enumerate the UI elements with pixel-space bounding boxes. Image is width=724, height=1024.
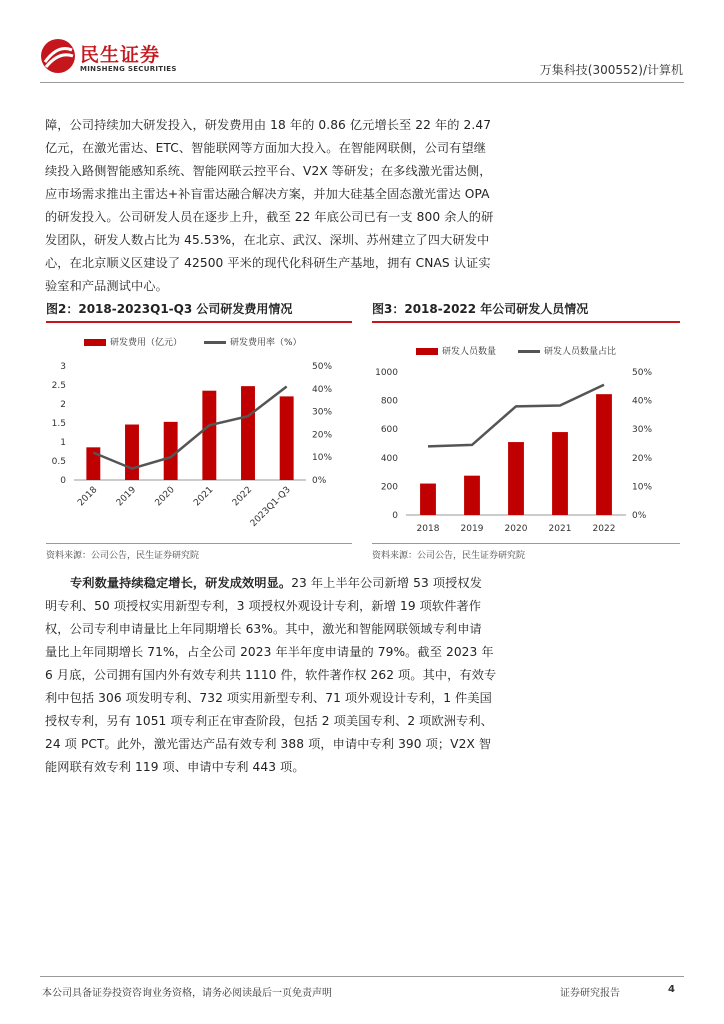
- right-axis-tick-label: 20%: [312, 430, 333, 441]
- left-axis-tick-label: 3: [60, 362, 66, 372]
- figure3-chart: [370, 325, 680, 540]
- x-tick-label-2020: 2020: [153, 485, 177, 509]
- right-axis-tick-label: 40%: [312, 384, 333, 395]
- bar-2019: [125, 425, 139, 480]
- x-tick-label-2018: 2018: [416, 524, 440, 534]
- figure2-chart: [44, 325, 354, 540]
- logo-mark-icon: [40, 38, 76, 74]
- company-ticker-sector: 万集科技(300552)/计算机: [539, 63, 683, 77]
- legend-line-label: 研发费用率（%）: [230, 338, 302, 348]
- right-axis-tick-label: 0%: [632, 511, 647, 521]
- x-tick-label-2022: 2022: [592, 524, 616, 534]
- left-axis-tick-label: 1.5: [51, 419, 66, 429]
- left-axis-tick-label: 1000: [375, 368, 398, 378]
- paragraph-line: 量比上年同期增长 71%，占全公司 2023 年半年度申请量的 79%。截至 2023 年: [45, 645, 494, 659]
- figure2-bottom-rule: [46, 543, 352, 544]
- footer-report-type: 证券研究报告: [560, 988, 620, 999]
- paragraph-first-line-rest: 23 年上半年公司新增 53 项授权发: [291, 576, 482, 590]
- right-axis-tick-label: 50%: [632, 368, 653, 378]
- left-axis-tick-label: 400: [380, 453, 398, 464]
- right-axis-tick-label: 30%: [312, 407, 333, 418]
- bar-2019: [464, 476, 480, 515]
- bar-2018: [420, 484, 436, 515]
- paragraph-line: 障，公司持续加大研发投入，研发费用由 18 年的 0.86 亿元增长至 22 年的 2.47: [45, 118, 492, 132]
- x-tick-label-2021: 2021: [192, 485, 216, 509]
- company-logo: [40, 38, 190, 78]
- page-header: [0, 0, 724, 82]
- left-axis-tick-label: 600: [380, 425, 398, 436]
- paragraph-lead: 专利数量持续稳定增长，研发成效明显。: [70, 576, 292, 590]
- bar-2018: [86, 447, 100, 480]
- right-axis-tick-label: 30%: [632, 425, 653, 436]
- paragraph-line: [45, 572, 680, 595]
- paragraph-line: 应市场需求推出主雷达+补盲雷达融合解决方案，并加大硅基全固态激光雷达 OPA: [45, 187, 490, 201]
- right-axis-tick-label: 10%: [312, 453, 333, 464]
- page-number: 4: [668, 984, 675, 995]
- figure2-source: 资料来源：公司公告，民生证券研究院: [46, 551, 200, 561]
- right-axis-tick-label: 20%: [632, 453, 653, 464]
- x-tick-label-2019: 2019: [460, 524, 484, 534]
- x-tick-label-2018: 2018: [76, 485, 100, 509]
- left-axis-tick-label: 1: [60, 438, 66, 448]
- figure3-bottom-rule: [372, 543, 680, 544]
- figure2-title-rule: [46, 321, 352, 323]
- right-axis-tick-label: 40%: [632, 396, 653, 407]
- figure3-title: 图3：2018-2022 年公司研发人员情况: [372, 302, 589, 316]
- paragraph-line: 续投入路侧智能感知系统、智能网联云控平台、V2X 等研发；在多线激光雷达侧，: [45, 164, 492, 178]
- logo-chinese-name: 民生证券: [80, 44, 161, 66]
- logo-english-name: MINSHENG SECURITIES: [80, 65, 177, 73]
- left-axis-tick-label: 0: [60, 476, 66, 486]
- bar-2021: [202, 391, 216, 480]
- paragraph-line: 验室和产品测试中心。: [45, 279, 168, 293]
- right-axis-tick-label: 10%: [632, 482, 653, 493]
- body-paragraph-rd-investment: [45, 114, 680, 298]
- left-axis-tick-label: 0.5: [51, 457, 66, 467]
- paragraph-line: 发团队，研发人数占比为 45.53%，在北京、武汉、深圳、苏州建立了四大研发中: [45, 233, 490, 247]
- body-paragraph-patents: [45, 572, 680, 779]
- bar-2022: [596, 394, 612, 515]
- paragraph-line: 6 月底，公司拥有国内外有效专利共 1110 件，软件著作权 262 项。其中，有效专: [45, 668, 497, 682]
- x-tick-label-2022: 2022: [230, 485, 255, 509]
- paragraph-line: 24 项 PCT。此外，激光雷达产品有效专利 388 项，申请中专利 390 项；V2X 智: [45, 737, 492, 751]
- bar-2020: [164, 422, 178, 480]
- left-axis-tick-label: 2: [60, 400, 66, 410]
- bar-2023Q1-Q3: [280, 396, 294, 480]
- figure3-svg: [370, 325, 680, 540]
- x-tick-label-2023Q1-Q3: 2023Q1-Q3: [248, 485, 293, 529]
- paragraph-line: 亿元，在激光雷达、ETC、智能联网等方面加大投入。在智能网联侧，公司有望继: [45, 141, 487, 155]
- series-line-研发费用率（%）: [93, 387, 286, 469]
- legend-line-label: 研发人员数量占比: [544, 347, 617, 357]
- footer-disclaimer: 本公司具备证券投资咨询业务资格，请务必阅读最后一页免责声明: [42, 988, 332, 999]
- left-axis-tick-label: 0: [392, 511, 398, 521]
- legend-bar-label: 研发人员数量: [442, 347, 497, 357]
- x-tick-label-2019: 2019: [114, 485, 139, 509]
- paragraph-line: 授权专利，另有 1051 项专利正在审查阶段，包括 2 项美国专利、2 项欧洲专利、: [45, 714, 493, 728]
- bar-2022: [241, 386, 255, 480]
- x-tick-label-2021: 2021: [548, 524, 572, 534]
- footer-divider: [40, 976, 684, 977]
- legend-bar-label: 研发费用（亿元）: [110, 338, 183, 348]
- figure2-title: 图2：2018-2023Q1-Q3 公司研发费用情况: [46, 302, 293, 316]
- x-tick-label-2020: 2020: [504, 524, 528, 534]
- paragraph-line: 心，在北京顺义区建设了 42500 平米的现代化科研生产基地，拥有 CNAS 认证实: [45, 256, 491, 270]
- series-line-研发人员数量占比: [428, 385, 604, 447]
- figure3-title-rule: [372, 321, 680, 323]
- paragraph-line: 明专利、50 项授权实用新型专利，3 项授权外观设计专利，新增 19 项软件著作: [45, 599, 482, 613]
- left-axis-tick-label: 800: [380, 396, 398, 407]
- right-axis-tick-label: 0%: [312, 476, 327, 486]
- paragraph-line: 权，公司专利申请量比上年同期增长 63%。其中，激光和智能网联领域专利申请: [45, 622, 482, 636]
- figure3-source: 资料来源：公司公告，民生证券研究院: [372, 551, 526, 561]
- bar-2020: [508, 442, 524, 515]
- paragraph-line: 能网联有效专利 119 项、申请中专利 443 项。: [45, 760, 305, 774]
- paragraph-line: 利中包括 306 项发明专利、732 项实用新型专利、71 项外观设计专利，1 件美国: [45, 691, 492, 705]
- figure2-svg: [44, 325, 354, 540]
- header-divider: [40, 82, 684, 83]
- paragraph-line: 的研发投入。公司研发人员在逐步上升，截至 22 年底公司已有一支 800 余人的研: [45, 210, 494, 224]
- left-axis-tick-label: 200: [380, 482, 398, 493]
- left-axis-tick-label: 2.5: [51, 381, 66, 391]
- bar-2021: [552, 432, 568, 515]
- right-axis-tick-label: 50%: [312, 362, 333, 372]
